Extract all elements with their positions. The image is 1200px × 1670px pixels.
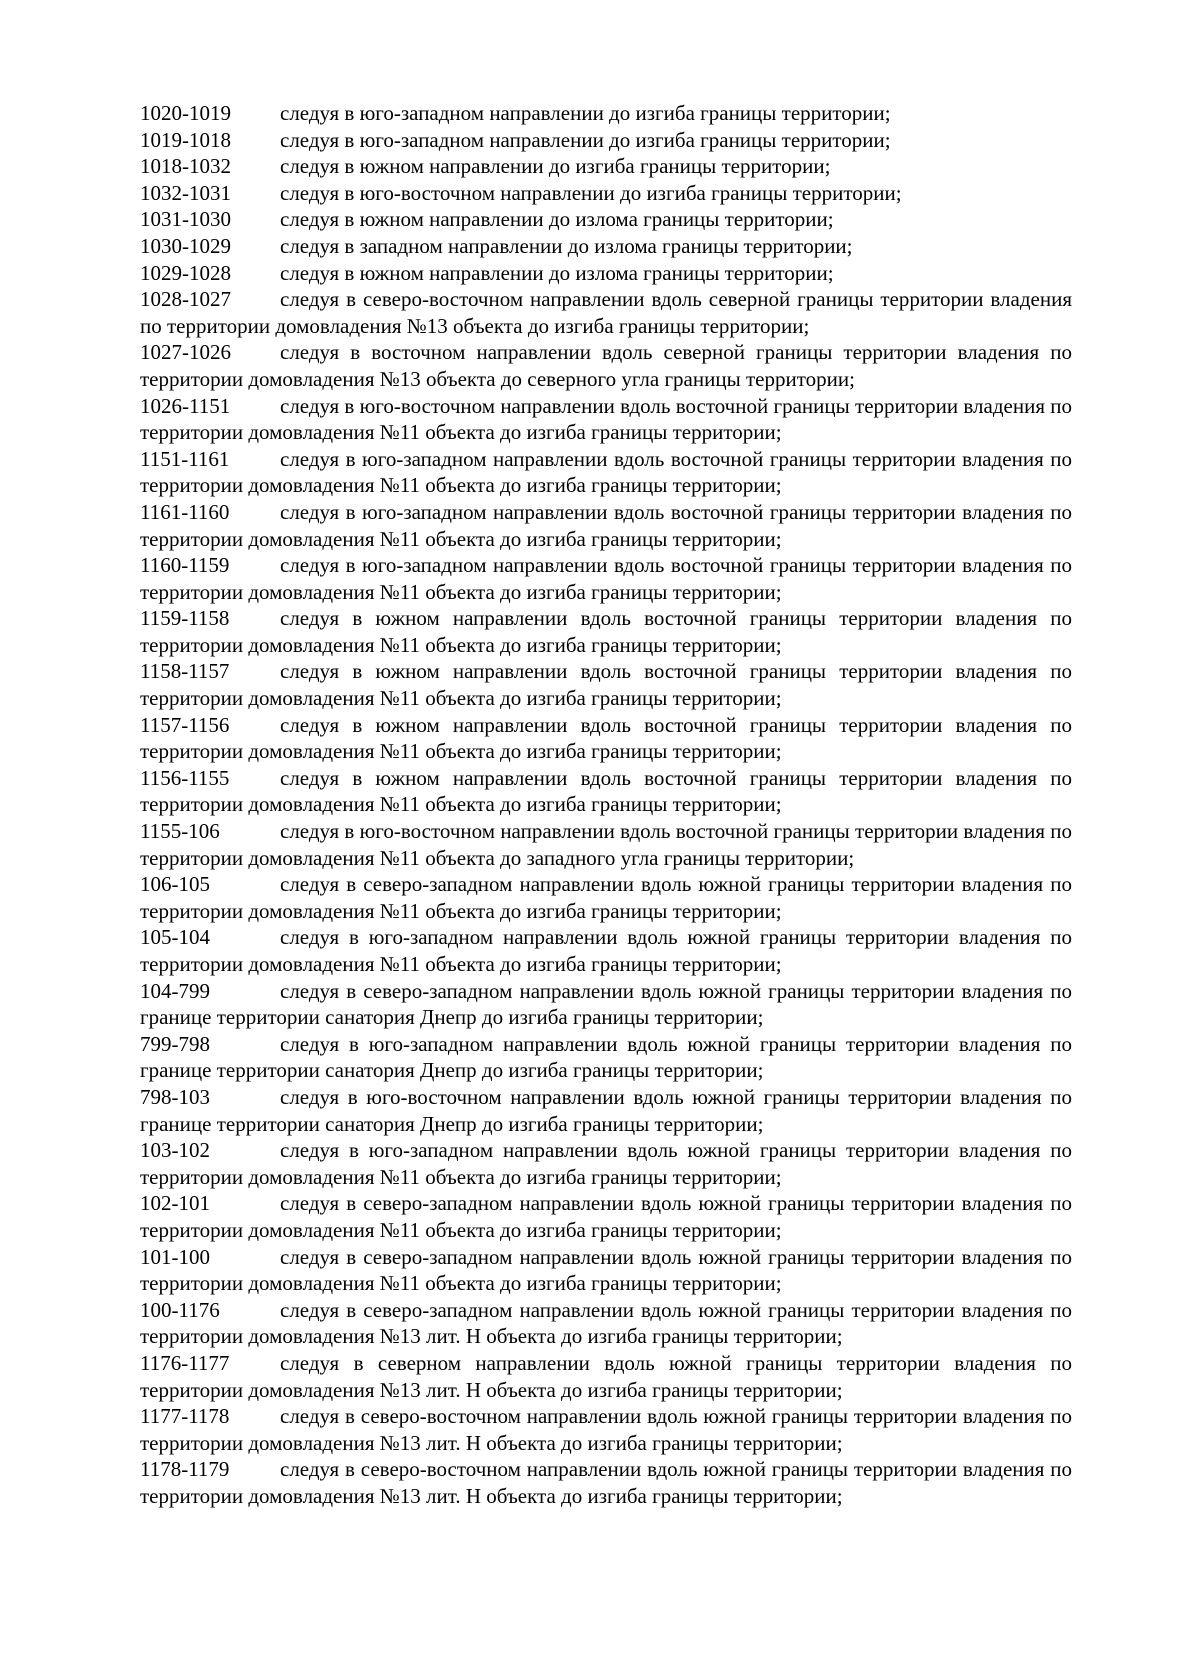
segment-code: 1029-1028 — [140, 260, 231, 285]
segment-description: следуя в юго-западном направлении до изгиба границы территории; — [280, 101, 891, 125]
boundary-entry — [140, 286, 1072, 339]
segment-description: следуя в северном направлении вдоль южной границы территории владения по территории домовладения №13 лит. Н объекта до изгиба границы территории; — [140, 1350, 1072, 1402]
segment-description: следуя в южном направлении до изгиба границы территории; — [280, 154, 831, 179]
segment-code: 1020-1019 — [140, 101, 231, 125]
segment-description: следуя в юго-восточном направлении до изгиба границы территории; — [280, 180, 902, 205]
segment-description: следуя в юго-восточном направлении вдоль восточной границы территории владения по территории домовладения №11 объекта до изгиба границы территории; — [140, 393, 1072, 445]
boundary-entry — [140, 658, 1072, 711]
segment-description: следуя в северо-восточном направлении вдоль южной границы территории владения по территории домовладения №13 лит. Н объекта до изгиба границы территории; — [140, 1404, 1072, 1455]
segment-description: следуя в южном направлении вдоль восточной границы территории владения по территории домовладения №11 объекта до изгиба границы территории; — [140, 712, 1072, 764]
boundary-entry — [140, 605, 1072, 658]
segment-description: следуя в северо-западном направлении вдоль южной границы территории владения по границе территории санатория Днепр до изгиба границы территории; — [140, 978, 1072, 1030]
segment-description: следуя в юго-восточном направлении вдоль восточной границы территории владения по территории домовладения №11 объекта до западного угла границы территории; — [140, 819, 1072, 870]
segment-description: следуя в южном направлении до излома границы территории; — [280, 260, 834, 285]
segment-code: 1028-1027 — [140, 287, 231, 312]
boundary-entry — [140, 260, 1072, 287]
segment-description: следуя в западном направлении до излома границы территории; — [280, 233, 853, 258]
boundary-entry — [140, 1190, 1072, 1243]
segment-description: следуя в юго-западном направлении вдоль восточной границы территории владения по территории домовладения №11 объекта до изгиба границы территории; — [140, 553, 1072, 604]
segment-description: следуя в юго-западном направлении вдоль южной границы территории владения по границе территории санатория Днепр до изгиба границы территории; — [140, 1031, 1072, 1083]
segment-code: 1161-1160 — [140, 499, 230, 524]
segment-code: 103-102 — [140, 1138, 210, 1163]
segment-code: 1157-1156 — [140, 712, 230, 737]
boundary-entry — [140, 1403, 1072, 1456]
segment-description: следуя в юго-западном направлении вдоль восточной границы территории владения по территории домовладения №11 объекта до изгиба границы территории; — [140, 499, 1072, 551]
segment-code: 1155-106 — [140, 819, 220, 844]
segment-code: 100-1176 — [140, 1297, 220, 1322]
boundary-entry — [140, 127, 1072, 154]
segment-description: следуя в южном направлении вдоль восточной границы территории владения по территории домовладения №11 объекта до изгиба границы территории; — [140, 606, 1072, 657]
segment-code: 1032-1031 — [140, 180, 231, 205]
segment-code: 1177-1178 — [140, 1404, 230, 1429]
segment-description: следуя в южном направлении вдоль восточной границы территории владения по территории домовладения №11 объекта до изгиба границы территории; — [140, 659, 1072, 711]
boundary-entry — [140, 206, 1072, 233]
boundary-entry — [140, 1297, 1072, 1350]
segment-code: 1019-1018 — [140, 127, 231, 152]
segment-code: 105-104 — [140, 925, 210, 950]
document-page — [140, 100, 1072, 1509]
boundary-entry — [140, 1137, 1072, 1190]
boundary-entry — [140, 1244, 1072, 1297]
segment-description: следуя в юго-восточном направлении вдоль южной границы территории владения по границе территории санатория Днепр до изгиба границы территории; — [140, 1084, 1072, 1136]
segment-description: следуя в южном направлении вдоль восточной границы территории владения по территории домовладения №11 объекта до изгиба границы территории; — [140, 765, 1072, 817]
segment-description: следуя в северо-восточном направлении вдоль северной границы территории владения по территории домовладения №13 объекта до изгиба границы территории; — [140, 287, 1072, 338]
boundary-entry — [140, 153, 1072, 180]
segment-description: следуя в северо-западном направлении вдоль южной границы территории владения по территории домовладения №11 объекта до изгиба границы территории; — [140, 1244, 1072, 1296]
segment-description: следуя в северо-западном направлении вдоль южной границы территории владения по территории домовладения №13 лит. Н объекта до изгиба границы территории; — [140, 1297, 1072, 1349]
segment-description: следуя в восточном направлении вдоль северной границы территории владения по территории домовладения №13 объекта до северного угла границы территории; — [140, 340, 1072, 391]
boundary-entry — [140, 552, 1072, 605]
segment-description: следуя в северо-западном направлении вдоль южной границы территории владения по территории домовладения №11 объекта до изгиба границы территории; — [140, 1191, 1072, 1242]
segment-code: 1158-1157 — [140, 659, 230, 684]
boundary-entry — [140, 978, 1072, 1031]
segment-description: следуя в северо-западном направлении вдоль южной границы территории владения по территории домовладения №11 объекта до изгиба границы территории; — [140, 872, 1072, 923]
boundary-entry — [140, 100, 1072, 127]
segment-code: 1178-1179 — [140, 1457, 230, 1482]
segment-description: следуя в юго-западном направлении до изгиба границы территории; — [280, 127, 891, 152]
boundary-entry — [140, 339, 1072, 392]
boundary-entry — [140, 499, 1072, 552]
segment-code: 1027-1026 — [140, 340, 231, 365]
segment-code: 1031-1030 — [140, 207, 231, 232]
segment-code: 1160-1159 — [140, 553, 230, 578]
segment-code: 102-101 — [140, 1191, 210, 1216]
boundary-entry — [140, 818, 1072, 871]
boundary-entry — [140, 1031, 1072, 1084]
segment-description: следуя в северо-восточном направлении вдоль южной границы территории владения по территории домовладения №13 лит. Н объекта до изгиба границы территории; — [140, 1457, 1072, 1508]
segment-description: следуя в южном направлении до излома границы территории; — [280, 207, 834, 232]
segment-code: 1018-1032 — [140, 154, 231, 179]
segment-code: 1030-1029 — [140, 233, 231, 258]
boundary-entry — [140, 1350, 1072, 1403]
boundary-entry — [140, 233, 1072, 260]
segment-code: 798-103 — [140, 1084, 210, 1109]
segment-code: 1156-1155 — [140, 765, 230, 790]
boundary-entry — [140, 1084, 1072, 1137]
boundary-entry — [140, 712, 1072, 765]
segment-code: 104-799 — [140, 978, 210, 1003]
segment-description: следуя в юго-западном направлении вдоль южной границы территории владения по территории домовладения №11 объекта до изгиба границы территории; — [140, 1138, 1072, 1189]
boundary-entry — [140, 393, 1072, 446]
boundary-entry — [140, 765, 1072, 818]
boundary-entry — [140, 924, 1072, 977]
boundary-entry — [140, 446, 1072, 499]
segment-description: следуя в юго-западном направлении вдоль восточной границы территории владения по территории домовладения №11 объекта до изгиба границы территории; — [140, 446, 1072, 498]
boundary-entry — [140, 180, 1072, 207]
segment-code: 106-105 — [140, 872, 210, 897]
segment-code: 1176-1177 — [140, 1350, 230, 1375]
segment-code: 1159-1158 — [140, 606, 230, 631]
segment-description: следуя в юго-западном направлении вдоль южной границы территории владения по территории домовладения №11 объекта до изгиба границы территории; — [140, 925, 1072, 976]
boundary-entry — [140, 871, 1072, 924]
segment-code: 799-798 — [140, 1031, 210, 1056]
segment-code: 1151-1161 — [140, 446, 230, 471]
segment-code: 101-100 — [140, 1244, 210, 1269]
boundary-entry — [140, 1456, 1072, 1509]
segment-code: 1026-1151 — [140, 393, 231, 418]
